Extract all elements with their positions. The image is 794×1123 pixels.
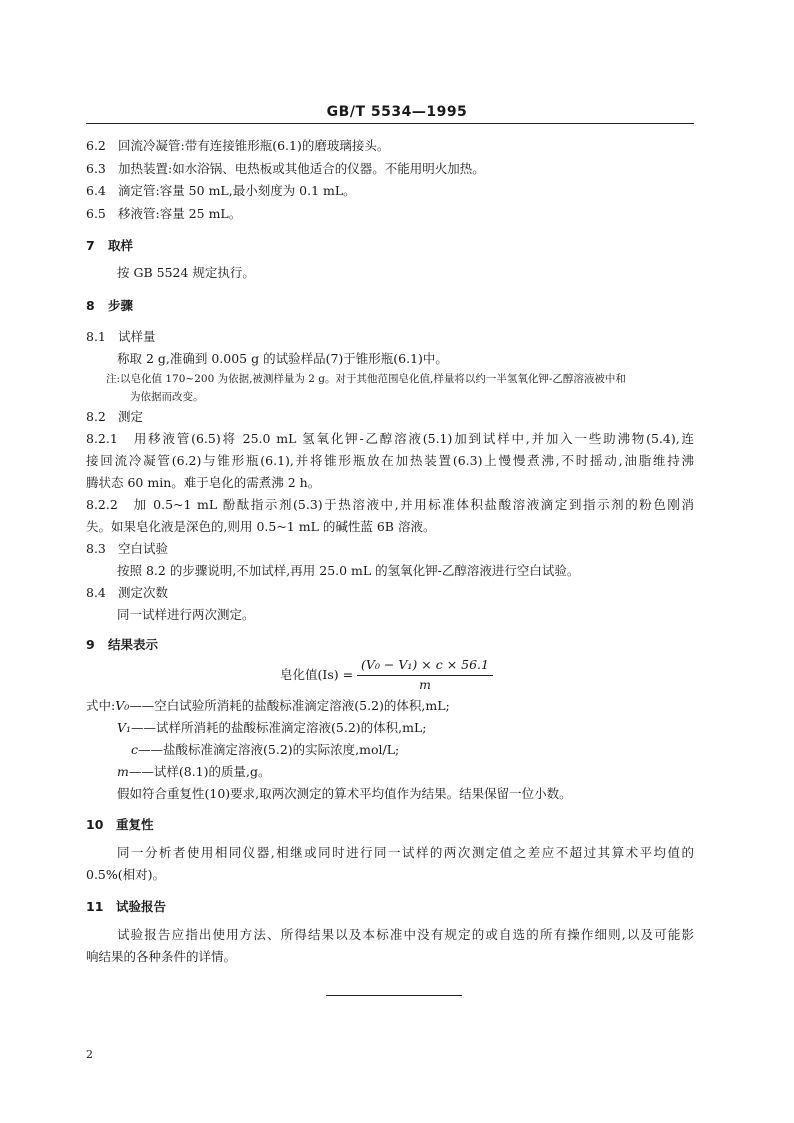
clause-number: 6.3	[86, 161, 106, 176]
clause-number: 6.2	[86, 138, 106, 153]
clause-8-3-body: 按照 8.2 的步骤说明,不加试样,再用 25.0 mL 的氢氧化钾-乙醇溶液进行空白试验。	[117, 563, 580, 578]
clause-8-1-heading: 8.1 试样量	[86, 329, 156, 344]
definition-v1: V₁——试样所消耗的盐酸标准滴定溶液(5.2)的体积,mL;	[117, 720, 427, 735]
formula-lhs: 皂化值(Is) =	[280, 667, 354, 682]
section-title: 结果表示	[108, 637, 159, 652]
section-7-heading: 7 取样	[86, 238, 134, 253]
symbol: c	[131, 742, 139, 757]
clause-number: 6.4	[86, 183, 106, 198]
section-11-line-2: 响结果的各种条件的详情。	[86, 949, 237, 964]
clause-number: 6.5	[86, 206, 106, 221]
end-rule	[326, 995, 462, 996]
section-10-line-2: 0.5%(相对)。	[86, 867, 166, 882]
clause-8-4-heading: 8.4 测定次数	[86, 585, 169, 600]
clause-6-2	[86, 137, 389, 155]
clause-8-2-1-line-1: 8.2.1 用移液管(6.5)将 25.0 mL 氢氧化钾-乙醇溶液(5.1)加到试样中,并加入一些助沸物(5.4),连	[86, 431, 694, 446]
clause-8-2-2-line-2: 失。如果皂化液是深色的,则用 0.5~1 mL 的碱性蓝 6B 溶液。	[86, 519, 436, 534]
symbol: V₁	[117, 720, 132, 735]
clause-8-1-body: 称取 2 g,准确到 0.005 g 的试验样品(7)于锥形瓶(6.1)中。	[117, 351, 448, 366]
section-9-heading: 9 结果表示	[86, 637, 159, 652]
clause-8-4-body: 同一试样进行两次测定。	[117, 607, 255, 622]
header-rule	[86, 123, 694, 124]
definition-v0: 式中:V₀——空白试验所消耗的盐酸标准滴定溶液(5.2)的体积,mL;	[86, 698, 450, 713]
definition-c: c——盐酸标准滴定溶液(5.2)的实际浓度,mol/L;	[131, 742, 400, 757]
note-line-2: 为依据而改变。	[130, 391, 204, 403]
section-title: 重复性	[116, 817, 154, 832]
where-prefix: 式中:	[86, 698, 116, 713]
section-11-line-1: 试验报告应指出使用方法、所得结果以及本标准中没有规定的或自选的所有操作细则,以及可能影	[117, 927, 694, 942]
section-title: 试验报告	[116, 899, 167, 914]
section-title: 取样	[108, 238, 134, 253]
page-number: 2	[86, 1048, 93, 1061]
section-title: 步骤	[108, 298, 134, 313]
clause-8-2-2-line-1: 8.2.2 加 0.5~1 mL 酚酞指示剂(5.3)于热溶液中,并用标准体积盐酸溶液滴定到指示剂的粉色刚消	[86, 497, 694, 512]
section-8-heading: 8 步骤	[86, 298, 134, 313]
result-statement: 假如符合重复性(10)要求,取两次测定的算术平均值作为结果。结果保留一位小数。	[117, 786, 572, 801]
page-header-title: GB/T 5534—1995	[326, 104, 468, 120]
formula-numerator: (V₀ − V₁) × c × 56.1	[357, 656, 493, 676]
clause-text: 滴定管:容量 50 mL,最小刻度为 0.1 mL。	[118, 183, 356, 198]
clause-8-2-1-line-3: 腾状态 60 min。难于皂化的需煮沸 2 h。	[86, 475, 321, 490]
formula-fraction	[357, 656, 493, 694]
section-10-line-1: 同一分析者使用相同仪器,相继或同时进行同一试样的两次测定值之差应不超过其算术平均值的	[117, 845, 694, 860]
clause-text: 回流冷凝管:带有连接锥形瓶(6.1)的磨玻璃接头。	[118, 138, 390, 153]
clause-6-3	[86, 160, 485, 178]
clause-text: 移液管:容量 25 mL。	[118, 206, 242, 221]
definition-m: m——试样(8.1)的质量,g。	[117, 764, 271, 779]
section-11-heading: 11 试验报告	[86, 899, 167, 914]
clause-text: 加热装置:如水浴锅、电热板或其他适合的仪器。不能用明火加热。	[118, 161, 485, 176]
symbol: m	[117, 764, 129, 779]
formula	[280, 656, 493, 694]
section-7-body: 按 GB 5524 规定执行。	[117, 265, 255, 280]
clause-6-5	[86, 205, 241, 223]
symbol: V₀	[115, 698, 130, 713]
clause-6-4	[86, 182, 356, 200]
clause-8-3-heading: 8.3 空白试验	[86, 541, 169, 556]
section-10-heading: 10 重复性	[86, 817, 154, 832]
clause-8-2-1-line-2: 接回流冷凝管(6.2)与锥形瓶(6.1),并将锥形瓶放在加热装置(6.3)上慢慢煮沸,不时摇动,油脂维持沸	[86, 453, 694, 468]
clause-8-2-heading: 8.2 测定	[86, 409, 144, 424]
note-line-1: 注:以皂化值 170~200 为依据,被测样量为 2 g。对于其他范围皂化值,样量将以约一半氢氧化钾-乙醇溶液被中和	[106, 373, 626, 385]
formula-denominator: m	[419, 677, 431, 692]
